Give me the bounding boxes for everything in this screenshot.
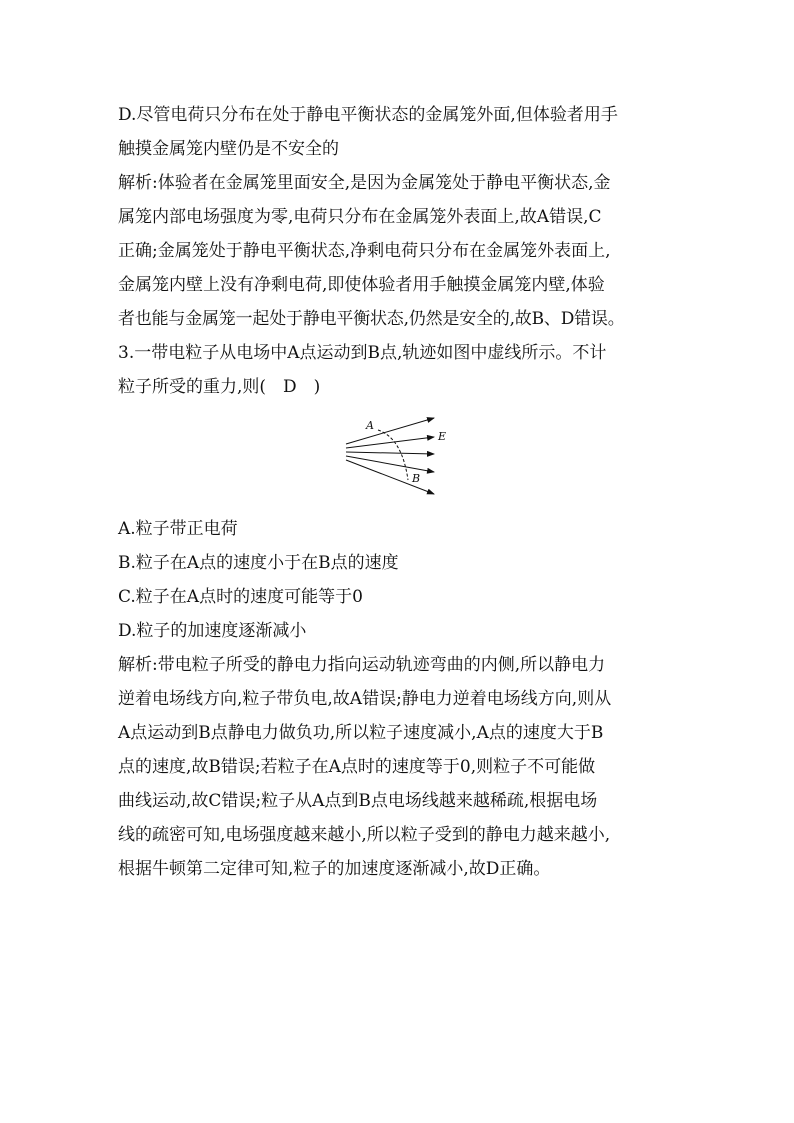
field-line [346,437,434,448]
question3-stem [118,336,680,404]
label-a: A [366,419,374,432]
text-line: 正确;金属笼处于静电平衡状态,净剩电荷只分布在金属笼外表面上, [118,241,611,261]
field-lines-diagram [344,410,454,502]
option-c: C.粒子在A点时的速度可能等于0 [118,587,363,607]
text-line: A点运动到B点静电力做负功,所以粒子速度减小,A点的速度大于B [118,723,604,743]
option-a: A.粒子带正电荷 [118,519,238,539]
question3-options [118,512,680,648]
text-line: 者也能与金属笼一起处于静电平衡状态,仍然是安全的,故B、D错误。 [118,309,625,329]
field-line [346,456,434,472]
question-stem-line: 粒子所受的重力,则( D ) [118,377,321,397]
text-line: 曲线运动,故C错误;粒子从A点到B点电场线越来越稀疏,根据电场 [118,791,598,811]
field-line [346,452,434,454]
text-line: 解析:带电粒子所受的静电力指向运动轨迹弯曲的内侧,所以静电力 [118,655,606,675]
label-e: E [438,430,447,443]
question-stem-line: 3.一带电粒子从电场中A点运动到B点,轨迹如图中虚线所示。不计 [118,343,607,363]
option-d: D.粒子的加速度逐渐减小 [118,621,307,641]
text-line: 逆着电场线方向,粒子带负电,故A错误;静电力逆着电场线方向,则从 [118,689,612,709]
text-line: 金属笼内壁上没有净剩电荷,即使体验者用手触摸金属笼内壁,体验 [118,275,605,295]
text-line: 根据牛顿第二定律可知,粒子的加速度逐渐减小,故D正确。 [118,859,551,879]
particle-trajectory [378,430,408,480]
field-line [346,460,434,494]
field-line [346,418,434,444]
text-line: 线的疏密可知,电场强度越来越小,所以粒子受到的静电力越来越小, [118,825,611,845]
document-page [118,98,680,886]
option-b: B.粒子在A点的速度小于在B点的速度 [118,553,399,573]
electric-field-figure [118,410,680,510]
prev-analysis [118,166,680,336]
label-b: B [412,472,421,485]
text-line: 触摸金属笼内壁仍是不安全的 [118,139,339,159]
text-line: 点的速度,故B错误;若粒子在A点时的速度等于0,则粒子不可能做 [118,757,596,777]
question3-analysis [118,648,680,886]
text-line: D.尽管电荷只分布在处于静电平衡状态的金属笼外面,但体验者用手 [118,105,618,125]
text-line: 解析:体验者在金属笼里面安全,是因为金属笼处于静电平衡状态,金 [118,173,611,193]
prev-option-d [118,98,680,166]
text-line: 属笼内部电场强度为零,电荷只分布在金属笼外表面上,故A错误,C [118,207,602,227]
